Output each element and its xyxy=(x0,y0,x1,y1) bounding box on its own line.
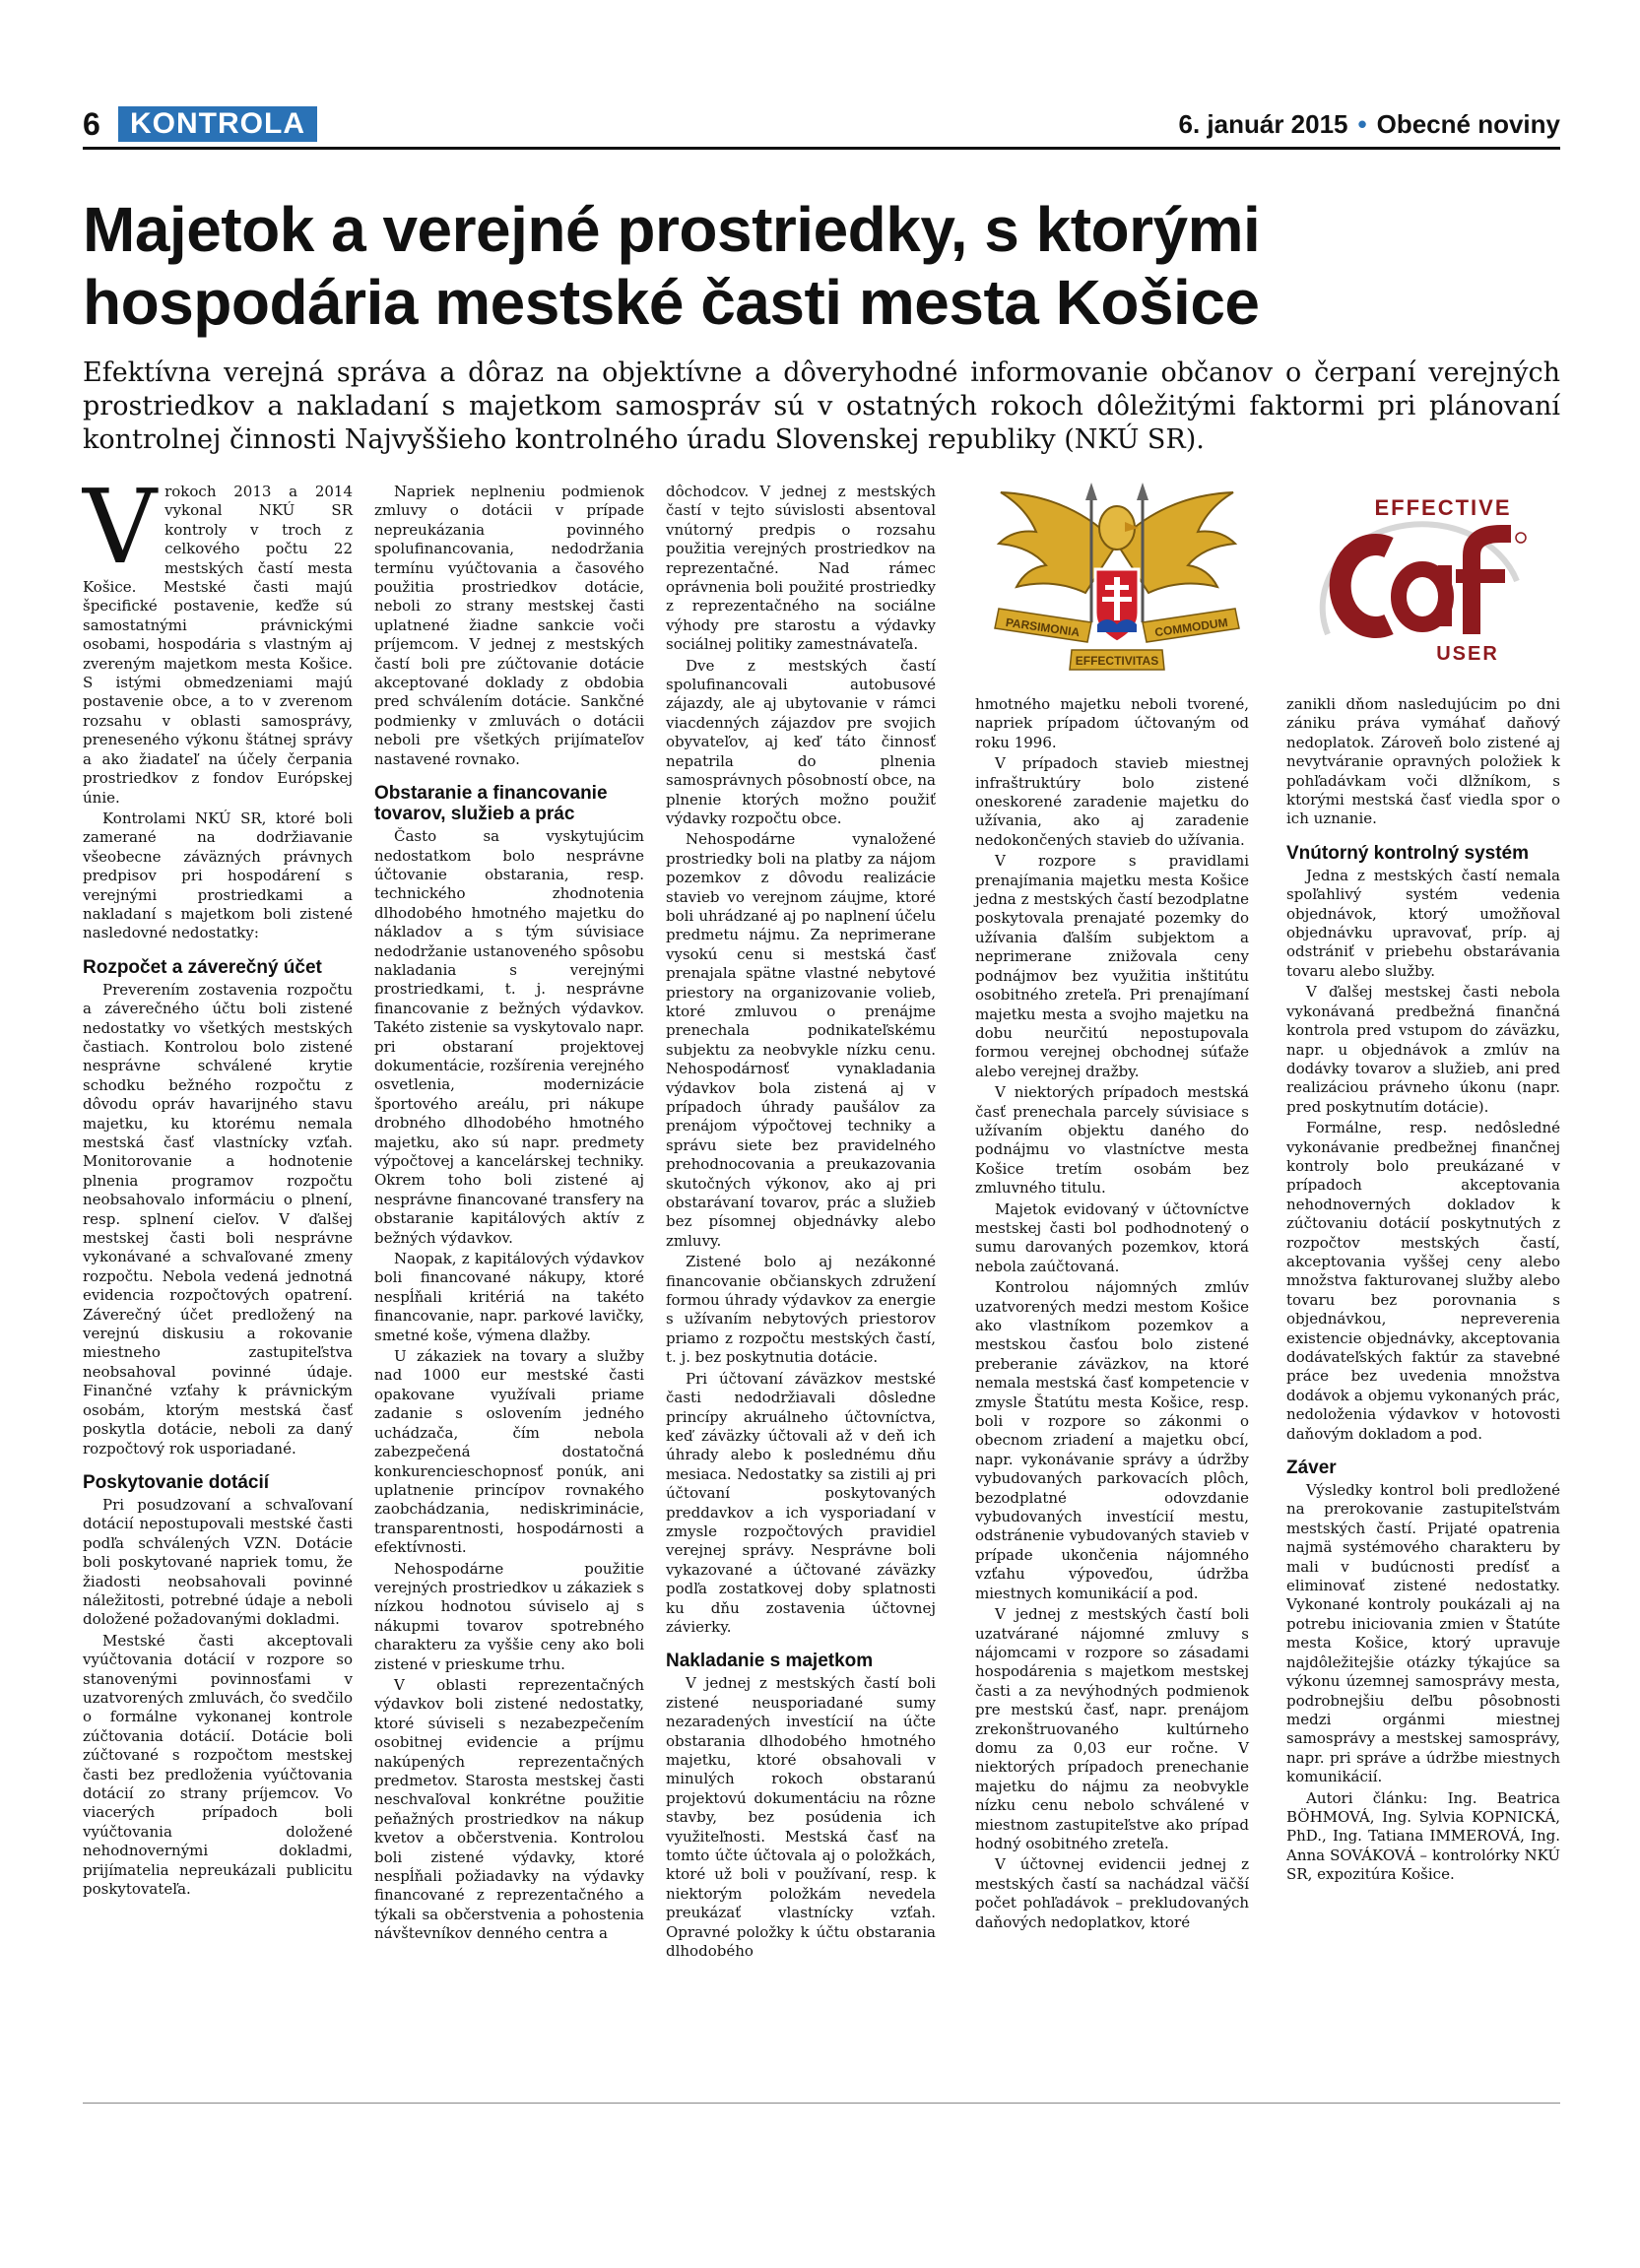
ribbon-label: COMMODUM xyxy=(1153,615,1229,640)
ribbon-label: EFFECTIVITAS xyxy=(1075,654,1159,668)
paragraph: V oblasti reprezentačných výdavkov boli zistené nedostatky, ktoré súviseli s nezabezpečením osobitnej evidencie a príjmu nakúpených reprezentačných predmetov. Starosta mestskej časti neschvaľoval konkrétne použitie peňažných prostriedkov na nákup kvetov a občerstvenia. Kontrolou boli zistené výdavky, ktoré nespĺňali požiadavky na výdavky financované z reprezentačného a týkali sa občerstvenia a pohostenia návštevníkov denného centra a xyxy=(374,1675,644,1943)
paragraph: V niektorých prípadoch mestská časť prenechala parcely súvisiace s užívaním objektu daného do podnájmu vo vlastníctve mesta Košice tretím osobám bez zmluvného titulu. xyxy=(975,1083,1249,1198)
caf-logo-icon xyxy=(1298,486,1539,674)
article-lead: Efektívna verejná správa a dôraz na objektívne a dôveryhodné informovanie občanov o čerpaní verejných prostriedkov a nakladaní s majetkom samospráv sú v ostatných rokoch dôležitými faktormi pri plánovaní kontrolnej činnosti Najvyššieho kontrolného úradu Slovenskej republiky (NKÚ SR). xyxy=(83,357,1560,455)
paragraph: Mestské časti akceptovali vyúčtovania dotácií v rozpore so stanovenými povinnosťami v uzatvorených zmluvách, čo svedčilo o formálne vykonanej kontrole zúčtovania dotácií. Dotácie boli zúčtované s rozpočtom mestskej časti bez predloženia vyúčtovania dotácií zo strany príjemcov. Vo viacerých prípadoch boli vyúčtovania doložené nehodnovernými dokladmi, prijímatelia nepreukázali publicitu poskytovateľa. xyxy=(83,1631,353,1899)
paragraph: Jedna z mestských častí nemala spoľahlivý systém vedenia objednávok, ktorý umožňoval objednávku upravovať, príp. aj odstrániť v priebehu obstarávania tovaru alebo služby. xyxy=(1286,866,1560,980)
paragraph: Výsledky kontrol boli predložené na prerokovanie zastupiteľstvám mestských častí. Prijaté opatrenia najmä systémového charakteru by mali v budúcnosti predísť a eliminovať zistené nedostatky. Vykonané kontroly poukázali aj na potrebu iniciovania zmien v Štatúte mesta Košice, ktorý upravuje najdôležitejšie otázky týkajúce sa výkonu územnej samosprávy mesta, podrobnejšiu deľbu pôsobnosti medzi orgánmi miestnej samosprávy a mestskej samosprávy, napr. pri správe a údržbe miestnych komunikácií. xyxy=(1286,1481,1560,1786)
subheading-property: Nakladanie s majetkom xyxy=(666,1651,874,1672)
paragraph: Kontrolou nájomných zmlúv uzatvorených medzi mestom Košice ako vlastníkom pozemkov a mestskou časťou bolo zistené preberanie záväzkov, na ktoré nemala mestská časť kompetencie v zmysle Štatútu mesta Košice, resp. boli v rozpore so zákonmi o obecnom zriadení a majetku obcí, napr. vykonávanie správy a údržby vybudovaných parkovacích plôch, bezodplatné odovzdanie vybudovaných investícií mestu, odstránenie vybudovaných stavieb v prípade ukončenia nájomného vzťahu výpoveďou, údržba miestnych komunikácií a pod. xyxy=(975,1278,1249,1602)
paragraph: V prípadoch stavieb miestnej infraštruktúry bolo zistené oneskorené zaradenie majetku do užívania, ako aj zaradenie nedokončených stavieb do užívania. xyxy=(975,754,1249,849)
article-column-2 xyxy=(374,483,644,1946)
paragraph: dôchodcov. V jednej z mestských častí v tejto súvislosti absentoval vnútorný predpis o rozsahu použitia verejných prostriedkov na reprezentačné. Nad rámec oprávnenia boli použité prostriedky z reprezentačného na sociálne výhody pre starostu a výdavky sociálnej politiky zamestnávateľa. xyxy=(666,483,936,654)
article-column-5 xyxy=(1286,695,1560,1887)
subheading-budget: Rozpočet a záverečný účet xyxy=(83,956,322,978)
paragraph-text: rokoch 2013 a 2014 vykonal NKÚ SR kontroly v troch z celkového počtu 22 mestských častí mesta Košice. Mestské časti majú špecifické postavenie, keďže sú samostatnými právnickými osobami, hospodária s vlastným aj zvereným majetkom mesta Košice. S istými obmedzeniami majú postavenie obce, a to v zverenom rozsahu v oblasti samosprávy, preneseného výkonu štátnej správy a ako žiadateľ na účely čerpania prostriedkov z fondov Európskej únie. xyxy=(83,483,353,807)
paragraph xyxy=(83,467,353,808)
paragraph: Formálne, resp. nedôsledné vykonávanie predbežnej finančnej kontroly bolo preukázané v prípadoch akceptovania nehodnoverných dokladov k zúčtovaniu dotácií poskytnutých z rozpočtov mestských častí, akceptovania vyššej ceny alebo množstva fakturovanej služby alebo tovaru bez porovnania s objednávkou, nepreverenia existencie objednávky, akceptovania dodávateľských faktúr za stavebné práce bez uvedenia množstva dodávok a objemu vykonaných prác, nedoloženia výdavkov v hotovosti daňovým dokladom a pod. xyxy=(1286,1119,1560,1443)
drop-cap: V xyxy=(83,467,158,587)
issue-info xyxy=(1179,104,1561,144)
paragraph: Majetok evidovaný v účtovníctve mestskej časti bol podhodnotený o sumu darovaných pozemkov, ktorá nebola zaúčtovaná. xyxy=(975,1199,1249,1275)
subheading-internal-control: Vnútorný kontrolný systém xyxy=(1286,842,1529,864)
header-rule xyxy=(83,147,1560,150)
paragraph: Zistené bolo aj nezákonné financovanie občianskych združení formou úhrady výdavkov za energie s užívaním nebytových priestorov priamo z rozpočtu mestských častí, t. j. bez poskytnutia dotácie. xyxy=(666,1253,936,1367)
paragraph: zanikli dňom nasledujúcim po dni zániku práva vymáhať daňový nedoplatok. Zároveň bolo zistené aj nevytváranie opravných položiek k pohľadávkam voči dlžníkom, s ktorými mestská časť viedla spor o ich uznanie. xyxy=(1286,695,1560,828)
paragraph: Pri posudzovaní a schvaľovaní dotácií nepostupovali mestské časti podľa schválených VZN. Dotácie boli poskytované napriek tomu, že žiadosti neobsahovali povinné náležitosti, potrebné údaje a neboli doložené požadovanými dokladmi. xyxy=(83,1495,353,1629)
caf-bottom-label: USER xyxy=(1436,643,1499,665)
paragraph: V jednej z mestských častí boli uzatvárané nájomné zmluvy s nájomcami v rozpore so zásadami hospodárenia s majetkom mestskej časti a za nevýhodných podmienok pre mestskú časť, napr. prenájom zrekonštruovaného kultúrneho domu za 0,03 eur ročne. V niektorých prípadoch prenechanie majetku do nájmu za neobvykle nízku cenu nebolo schválené v miestnom zastupiteľstve ako prípad hodný osobitného zreteľa. xyxy=(975,1605,1249,1852)
bottom-rule xyxy=(83,2103,1560,2104)
article-headline: Majetok a verejné prostriedky, s ktorými hospodária mestské časti mesta Košice xyxy=(83,194,1261,338)
paragraph: hmotného majetku neboli tvorené, napriek prípadom účtovaným od roku 1996. xyxy=(975,695,1249,751)
section-label: KONTROLA xyxy=(118,106,317,142)
paragraph: Pri účtovaní záväzkov mestské časti nedodržiavali dôsledne princípy akruálneho účtovníctva, keď záväzky účtovali až v deň ich úhrady alebo k poslednému dňu mesiaca. Nedostatky sa zistili aj pri účtovaní poskytovaných preddavkov a ich vysporiadaní v zmysle rozpočtových pravidiel verejnej správy. Nesprávne boli vykazované a účtované záväzky podľa zostatkovej doby splatnosti ku dňu zostavenia účtovnej závierky. xyxy=(666,1369,936,1636)
paragraph: Preverením zostavenia rozpočtu a záverečného účtu boli zistené nedostatky vo všetkých mestských častiach. Kontrolou bolo zistené nesprávne schválené krytie schodku bežného rozpočtu z dôvodu opráv havarijného stavu majetku, ku ktorému nemala mestská časť vlastnícky vzťah. Monitorovanie a hodnotenie plnenia programov rozpočtu neobsahovalo informáciu o plnení, resp. splnení cieľov. V ďalšej mestskej časti boli nesprávne vykonávané a schvaľované zmeny rozpočtu. Nebola vedená jednotná evidencia rozpočtových opatrení. Záverečný účet predložený na verejnú diskusiu a rokovanie miestneho zastupiteľstva neobsahoval povinné údaje. Finančné vzťahy k právnickým osobám, ktorým mestská časť poskytla dotácie, neboli za daný rozpočtový rok usporiadané. xyxy=(83,980,353,1458)
paragraph: U zákaziek na tovary a služby nad 1000 eur mestské časti opakovane využívali priame zadanie s oslovením jedného uchádzača, čím nebola zabezpečená dostatočná konkurencieschopnosť ponúk, ani uplatnenie princípov rovnakého zaobchádzania, nediskriminácie, transparentnosti, hospodárnosti a efektívnosti. xyxy=(374,1347,644,1557)
page-number: 6 xyxy=(83,106,100,142)
paragraph: V ďalšej mestskej časti nebola vykonávaná predbežná finančná kontrola pred vstupom do záväzku, napr. u objednávok a zmlúv na dodávky tovarov a služieb, ani pred realizáciou právneho úkonu (napr. pred poskytnutím dotácie). xyxy=(1286,983,1560,1116)
paragraph: Často sa vyskytujúcim nedostatkom bolo nesprávne účtovanie obstarania, resp. technického zhodnotenia dlhodobého hmotného majetku do nákladov a s tým súvisiace nedodržanie ustanoveného spôsobu nakladania s verejnými prostriedkami, t. j. nesprávne financovanie z bežných výdavkov. Takéto zistenie sa vyskytovalo napr. pri obstaraní projektovej dokumentácie, rozšírenia verejného osvetlenia, modernizácie športového areálu, pri nákupe drobného dlhodobého hmotného majetku, ako sú napr. predmety výpočtovej a kancelárskej techniky. Okrem toho boli zistené aj nesprávne financované transfery na obstaranie kapitálových aktív z bežných výdavkov. xyxy=(374,827,644,1247)
paragraph: V účtovnej evidencii jednej z mestských častí sa nachádzal väčší počet pohľadávok – prekludovaných daňových nedoplatkov, ktoré xyxy=(975,1855,1249,1931)
article-column-4 xyxy=(975,695,1249,1934)
caf-top-label: EFFECTIVE xyxy=(1374,495,1512,520)
page-header xyxy=(83,104,1560,144)
article-authors: Autori článku: Ing. Beatrica BÖHMOVÁ, Ing. Sylvia KOPNICKÁ, PhD., Ing. Tatiana IMMEROVÁ, Ing. Anna SOVÁKOVÁ – kontrolórky NKÚ SR, expozitúra Košice. xyxy=(1286,1788,1560,1884)
ribbon-label: PARSIMONIA xyxy=(1005,615,1082,640)
publication-name: Obecné noviny xyxy=(1376,109,1560,139)
paragraph: V rozpore s pravidlami prenajímania majetku mesta Košice jedna z mestských častí bezodplatne poskytovala prenajaté pozemky do užívania ďalším subjektom a neprimerane znižovala ceny podnájmov bez využitia inštitútu osobitného zreteľa. Pri prenajímaní majetku mesta a svojho majetku na dobu neurčitú nepostupovala formou verejnej obchodnej súťaže alebo verejnej dražby. xyxy=(975,852,1249,1080)
paragraph: Kontrolami NKÚ SR, ktoré boli zamerané na dodržiavanie všeobecne záväzných právnych predpisov pri hospodárení s verejnými prostriedkami a nakladaní s majetkom boli zistené nasledovné nedostatky: xyxy=(83,809,353,942)
paragraph: Dve z mestských častí spolufinancovali autobusové zájazdy, ale aj ubytovanie v rámci viacdenných zájazdov pre svojich obyvateľov, aj keď táto činnosť nepatrila do plnenia samosprávnych pôsobností obce, na plnenie ktorých možno použiť výdavky rozpočtu obce. xyxy=(666,656,936,827)
paragraph: V jednej z mestských častí boli zistené neusporiadané sumy nezaradených investícií na účte obstarania dlhodobého hmotného majetku, ktoré obsahovali v minulých rokoch obstaranú projektovú dokumentáciu na rôzne stavby, bez posúdenia ich využiteľnosti. Mestská časť na tomto účte účtovala aj o položkách, ktoré už boli v používaní, resp. k niektorým položkám nevedela preukázať vlastnícky vzťah. Opravné položky k účtu obstarania dlhodobého xyxy=(666,1674,936,1961)
paragraph: Napriek neplneniu podmienok zmluvy o dotácii v prípade nepreukázania povinného spolufinancovania, nedodržania termínu vyúčtovania a časového použitia prostriedkov dotácie, neboli zo strany mestskej časti uplatnené žiadne sankcie voči príjemcom. V jednej z mestských častí boli pre zúčtovanie dotácie akceptované doklady z obdobia pred schválením dotácie. Sankčné podmienky v zmluvách o dotácii neboli pre všetkých prijímateľov nastavené rovnako. xyxy=(374,483,644,768)
issue-date: 6. január 2015 xyxy=(1178,109,1348,139)
paragraph: Nehospodárne použitie verejných prostriedkov u zákaziek s nízkou hodnotou súviselo aj s nákupmi tovarov spotrebného charakteru za vyššie ceny ako boli zistené v prieskume trhu. xyxy=(374,1559,644,1673)
subheading-conclusion: Záver xyxy=(1286,1458,1337,1479)
paragraph: Nehospodárne vynaložené prostriedky boli na platby za nájom pozemkov z dôvodu realizácie stavieb vo verejnom záujme, ktoré boli uhrádzané aj po naplnení účelu predmetu nájmu. Za neprimerane vysokú cenu si mestská časť prenajala spätne vlastné nebytové priestory na organizovanie volieb, ktoré zmluvou o prenájme prenechala podnikateľskému subjektu za neobvykle nízku cenu. Nehospodárnosť vynakladania výdavkov bola zistená aj v prípadoch úhrady paušálov za prenájom výpočtovej techniky a správu siete bez pravidelného prehodnocovania a preukazovania skutočných výkonov, ako aj pri obstarávaní tovarov, prác a služieb bez písomnej objednávky alebo zmluvy. xyxy=(666,830,936,1250)
paragraph: Naopak, z kapitálových výdavkov boli financované nákupy, ktoré nespĺňali kritériá na takéto financovanie, napr. parkové lavičky, smetné koše, výmena dlažby. xyxy=(374,1250,644,1344)
bullet-separator: • xyxy=(1357,109,1367,139)
article-column-3 xyxy=(666,483,936,1963)
subheading-subsidies: Poskytovanie dotácií xyxy=(83,1471,270,1493)
article-column-1 xyxy=(83,467,353,1901)
nku-eagle-emblem-icon xyxy=(981,475,1253,683)
subheading-procurement: Obstaranie a financovanie tovarov, služieb a prác xyxy=(374,783,608,825)
